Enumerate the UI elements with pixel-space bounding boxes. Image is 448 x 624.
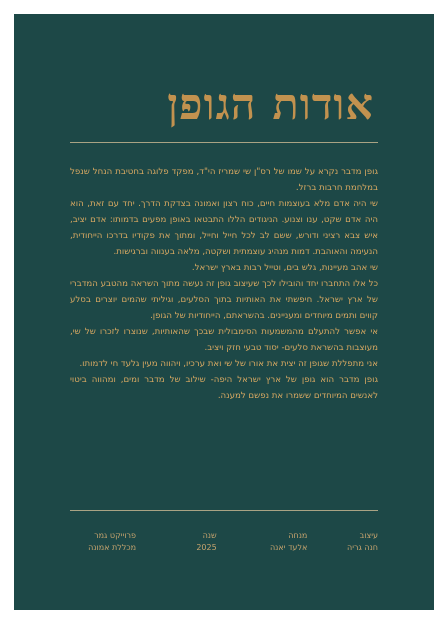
credit-value: חנה גריה (346, 543, 378, 552)
credit-role: מנחה (288, 531, 308, 540)
paragraph: גופן מדבר הוא גופן של ארץ ישראל היפה- שילוב של מדבר ומים, ומהווה ביטוי לאנשים המיוחדים ששמרו את נפשם למענה. (70, 375, 378, 401)
credit-design (326, 530, 378, 554)
credit-advisor (235, 530, 307, 554)
page-title: אודות הגופן (167, 80, 374, 130)
paragraph: גופן מדבר נקרא על שמו של רס"ן שי שמריז הי"ד, מפקד פלוגה בחטיבת הנחל שנפל במלחמת חרבות ברזל. (70, 167, 378, 193)
paragraph: אי אפשר להתעלם מהמשמעות הסימבולית שבכך שהאותיות, שנוצרו לזכרו של שי, מעוצבות בהשראת סלעים- יסוד טבעי חזק ויציב. (70, 327, 378, 353)
paragraph: שי אהב מעיינות, גלש בים, וטייל רבות בארץ ישראל. (191, 263, 378, 273)
credit-role: שנה (202, 531, 217, 540)
credit-project (70, 530, 136, 554)
bottom-divider (70, 510, 378, 511)
credit-value: מכללת אמונה (88, 543, 137, 552)
cover-page (14, 14, 434, 610)
paragraph: כל אלו התחברו יחד והובילו לכך שעיצוב גופן זה נעשה מתוך השראה מהטבע המדברי של ארץ ישראל. חיפשתי את האותיות בתוך הסלעים, וגיליתי שהמים יוצרים בסלע קווים ותמים מיוחדים ומעניינים. בהשראתם, הייחודיות של הגופן. (70, 279, 378, 321)
credit-value: אלעד יאנה (269, 543, 308, 552)
paragraph: אני מתפללת שגופן זה יצית את אורו של שי ואת ערכיו, ויהווה מעין גלעד חי לדמותו. (79, 359, 378, 369)
top-divider (70, 142, 378, 143)
credit-year (155, 530, 217, 554)
credits-footer (70, 530, 378, 554)
paragraph: שי היה אדם מלא בעוצמות חיים, כוח רצון ואמונה בצדקת הדרך. יחד עם זאת, הוא היה אדם שקט, ענו וצנוע. הניגודים הללו התבטאו באופן מפעים בדמותו: אדם יציב, איש צבא רציני ודורש, ששם לב לכל חייל וחייל, ומתוך את פקודיו בדרכו הייחודית, הנעימה והאוהבת. דמות מנהיג עוצמתית ושקטה, מלאה בענווה וברגישות. (70, 199, 378, 257)
credit-role: פרוייקט גמר (94, 531, 137, 540)
credit-value: 2025 (196, 543, 217, 552)
body-text (70, 164, 378, 404)
credit-role: עיצוב (359, 531, 378, 540)
